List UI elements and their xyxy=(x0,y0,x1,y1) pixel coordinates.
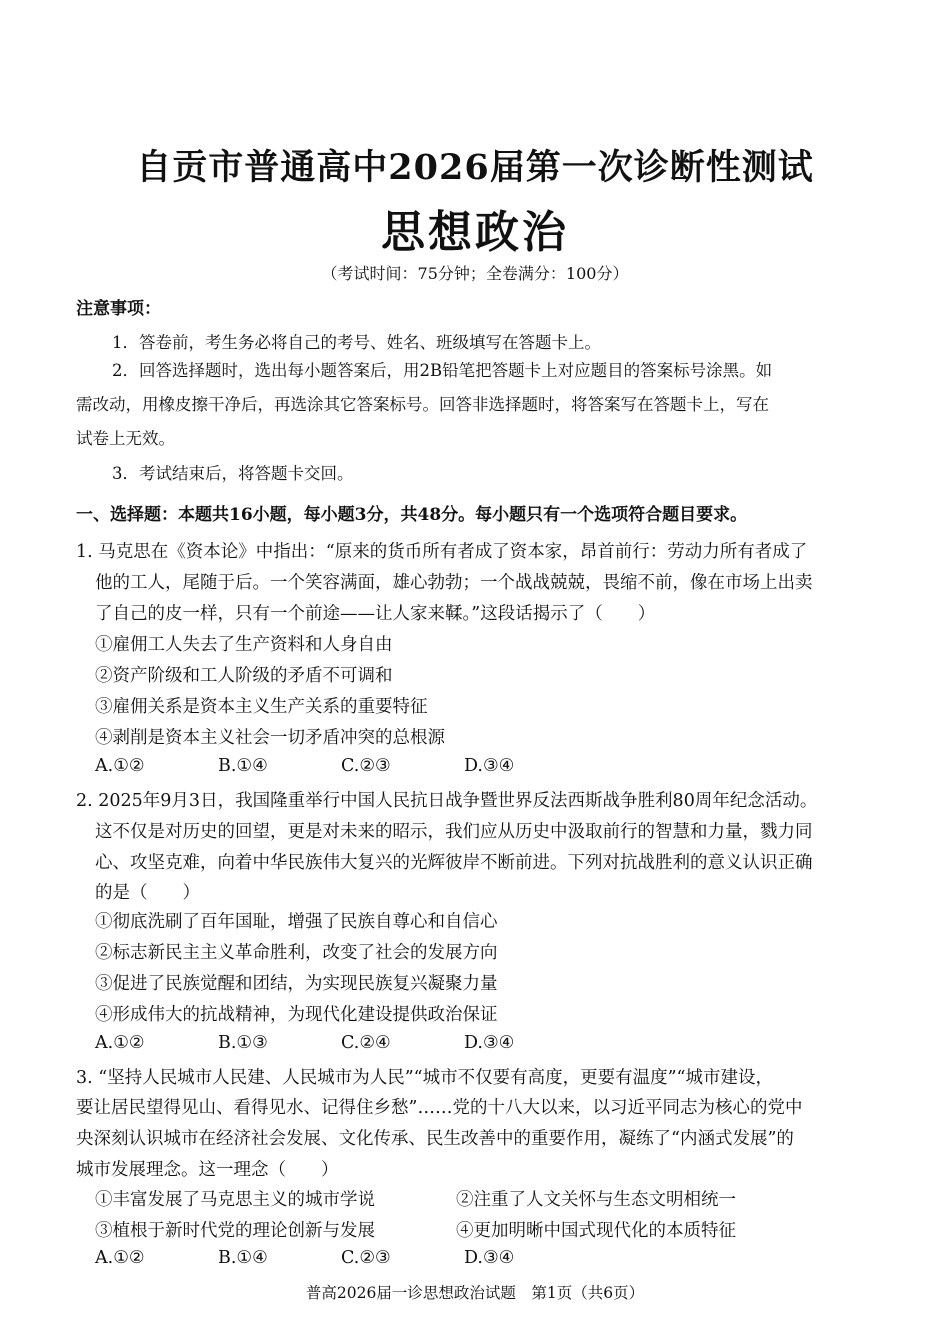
question-2-choice-c: C.②④ xyxy=(341,1033,391,1053)
question-1-line-1: 1. 马克思在《资本论》中指出：“原来的货币所有者成了资本家，昂首前行：劳动力所有者成了 xyxy=(76,542,808,562)
question-3-line-2: 要让居民望得见山、看得见水、记得住乡愁”……党的十八大以来，以习近平同志为核心的党中 xyxy=(76,1098,803,1118)
question-3-statement-1: ①丰富发展了马克思主义的城市学说 xyxy=(95,1190,375,1210)
question-3-statement-2: ②注重了人文关怀与生态文明相统一 xyxy=(456,1190,736,1210)
question-1-choice-b: B.①④ xyxy=(218,756,268,776)
question-2-statement-2: ②标志新民主主义革命胜利，改变了社会的发展方向 xyxy=(95,943,498,963)
question-1-choice-d: D.③④ xyxy=(464,756,515,776)
question-1-statement-4: ④剥削是资本主义社会一切矛盾冲突的总根源 xyxy=(95,728,445,748)
notice-item-2-line-3: 试卷上无效。 xyxy=(76,429,175,448)
section-heading: 一、选择题：本题共16小题，每小题3分，共48分。每小题只有一个选项符合题目要求。 xyxy=(76,505,748,525)
question-1-line-2: 他的工人，尾随于后。一个笑容满面，雄心勃勃；一个战战兢兢，畏缩不前，像在市场上出卖 xyxy=(95,573,813,593)
question-3-choice-d: D.③④ xyxy=(464,1248,515,1268)
question-1-statement-1: ①雇佣工人失去了生产资料和人身自由 xyxy=(95,635,393,655)
page-footer: 普高2026届一诊思想政治试题 第1页（共6页） xyxy=(305,1284,645,1302)
notice-heading: 注意事项： xyxy=(76,299,161,319)
notice-item-2-line-2: 需改动，用橡皮擦干净后，再选涂其它答案标号。回答非选择题时，将答案写在答题卡上，写在 xyxy=(76,395,769,414)
notice-item-3: 3．考试结束后，将答题卡交回。 xyxy=(112,464,354,483)
question-2-choice-a: A.①② xyxy=(95,1033,145,1053)
notice-item-1: 1．答卷前，考生务必将自己的考号、姓名、班级填写在答题卡上。 xyxy=(112,333,601,352)
question-3-choice-a: A.①② xyxy=(95,1248,145,1268)
question-1-statement-2: ②资产阶级和工人阶级的矛盾不可调和 xyxy=(95,666,393,686)
question-3-line-4: 城市发展理念。这一理念（ ） xyxy=(76,1160,339,1180)
question-1-statement-3: ③雇佣关系是资本主义生产关系的重要特征 xyxy=(95,697,428,717)
question-3-statement-3: ③植根于新时代党的理论创新与发展 xyxy=(95,1221,375,1241)
question-2-line-1: 2. 2025年9月3日，我国隆重举行中国人民抗日战争暨世界反法西斯战争胜利80周年纪念活动。 xyxy=(76,791,818,811)
question-2-line-3: 心、攻坚克难，向着中华民族伟大复兴的光辉彼岸不断前进。下列对抗战胜利的意义认识正确 xyxy=(95,853,813,873)
question-2-statement-4: ④形成伟大的抗战精神，为现代化建设提供政治保证 xyxy=(95,1005,498,1025)
question-2-statement-3: ③促进了民族觉醒和团结，为实现民族复兴凝聚力量 xyxy=(95,974,498,994)
question-1-line-3: 了自己的皮一样，只有一个前途——让人家来鞣。”这段话揭示了（ ） xyxy=(95,604,656,624)
question-3-statement-4: ④更加明晰中国式现代化的本质特征 xyxy=(456,1221,736,1241)
question-2-choice-b: B.①③ xyxy=(218,1033,268,1053)
question-2-choice-d: D.③④ xyxy=(464,1033,515,1053)
notice-item-2-line-1: 2．回答选择题时，选出每小题答案后，用2B铅笔把答题卡上对应题目的答案标号涂黑。如 xyxy=(112,361,773,380)
question-2-statement-1: ①彻底洗刷了百年国耻，增强了民族自尊心和自信心 xyxy=(95,912,498,932)
exam-info: （考试时间：75分钟；全卷满分：100分） xyxy=(321,264,629,283)
question-3-line-1: 3. “坚持人民城市人民建、人民城市为人民”“城市不仅要有高度，更要有温度”“城市建设， xyxy=(76,1068,773,1088)
question-2-line-4: 的是（ ） xyxy=(95,883,200,903)
question-1-choice-c: C.②③ xyxy=(341,756,391,776)
question-3-choice-c: C.②③ xyxy=(341,1248,391,1268)
question-3-line-3: 央深刻认识城市在经济社会发展、文化传承、民生改善中的重要作用，凝练了“内涵式发展”的 xyxy=(76,1129,794,1149)
subject-title: 思想政治 xyxy=(381,207,569,258)
question-2-line-2: 这不仅是对历史的回望，更是对未来的昭示，我们应从历史中汲取前行的智慧和力量，戮力同 xyxy=(95,822,813,842)
question-3-choice-b: B.①④ xyxy=(218,1248,268,1268)
exam-title: 自贡市普通高中2026届第一次诊断性测试 xyxy=(136,147,814,188)
question-1-choice-a: A.①② xyxy=(95,756,145,776)
